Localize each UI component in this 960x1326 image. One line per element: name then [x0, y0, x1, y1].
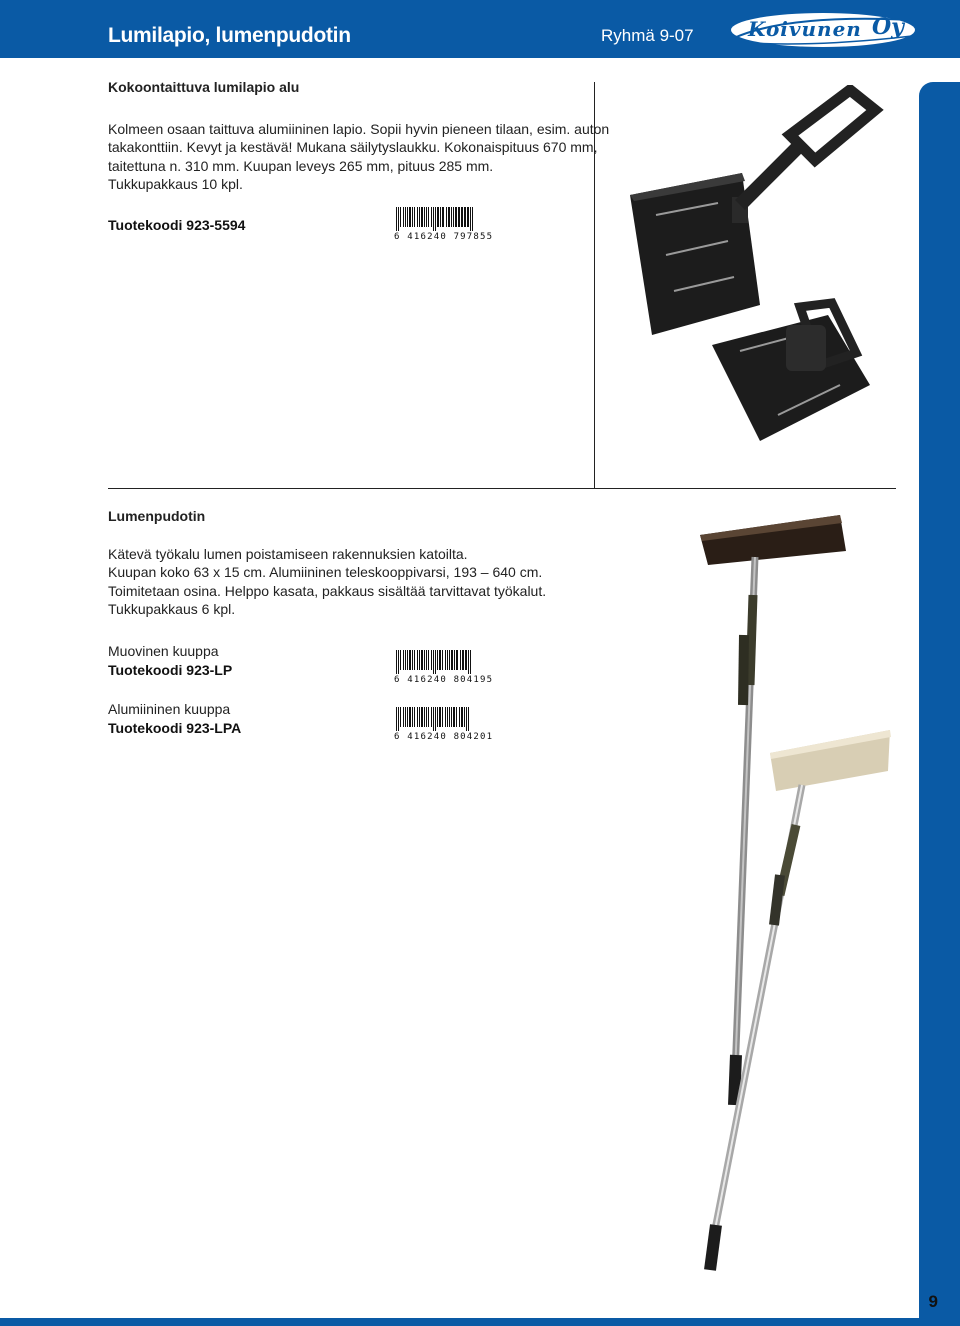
barcode	[394, 707, 494, 742]
barcode-bar	[405, 707, 406, 727]
barcode-bar	[396, 207, 397, 231]
description-line: Tukkupakkaus 10 kpl.	[108, 175, 243, 192]
barcode-bar	[400, 207, 401, 227]
variant-name: Alumiininen kuuppa	[108, 701, 231, 717]
barcode-bar	[414, 207, 415, 227]
barcode-bar	[455, 207, 457, 227]
page-title: Lumilapio, lumenpudotin	[108, 24, 351, 47]
barcode-bar	[398, 207, 399, 231]
barcode-bar	[446, 207, 447, 227]
barcode-bar	[409, 707, 411, 727]
barcode-bar	[468, 650, 469, 674]
barcode-bar	[407, 707, 408, 727]
barcode-bar	[428, 650, 429, 670]
variant-name: Muovinen kuuppa	[108, 643, 219, 659]
variant-product-code: Tuotekoodi 923-LPA	[108, 720, 242, 736]
description-line: Tukkupakkaus 6 kpl.	[108, 600, 236, 617]
barcode-bar	[449, 707, 450, 727]
barcode-bar	[407, 207, 408, 227]
barcode-bar	[400, 707, 401, 727]
barcode-bar	[442, 707, 443, 727]
barcode-bar	[412, 207, 413, 227]
barcode-bar	[431, 650, 432, 670]
barcode-bar	[403, 207, 404, 227]
barcode-bar	[451, 207, 452, 227]
barcode-bar	[409, 650, 411, 670]
barcode-digits: 6 416240 804195	[394, 675, 494, 685]
barcode-bar	[398, 707, 399, 731]
barcode-bar	[447, 707, 448, 727]
barcode-bar	[398, 650, 399, 674]
barcode-bar	[437, 650, 438, 670]
variant-product-code: Tuotekoodi 923-LP	[108, 662, 233, 678]
barcode-bar	[433, 207, 434, 231]
description-line: Toimitetaan osina. Helppo kasata, pakkaus sisältää tarvittavat työkalut.	[108, 582, 547, 599]
barcode-bar	[456, 707, 457, 727]
barcode-bar	[403, 650, 404, 670]
barcode-bar	[458, 207, 460, 227]
barcode-bar	[421, 707, 423, 727]
description-line: Kätevä työkalu lumen poistamiseen rakennuksien katoilta.	[108, 546, 468, 562]
barcode-bar	[437, 707, 438, 727]
page-header	[0, 0, 960, 58]
barcode-bar	[405, 207, 406, 227]
barcode-bar	[431, 207, 432, 227]
barcode-bar	[419, 650, 420, 670]
barcode-bar	[461, 707, 463, 727]
barcode	[394, 207, 494, 242]
barcode-bar	[472, 207, 473, 231]
barcode-bar	[424, 207, 425, 227]
page-number: 9	[928, 1292, 938, 1311]
barcode-bar	[396, 650, 397, 674]
barcode-bar	[470, 650, 471, 674]
barcode-bar	[462, 650, 464, 670]
barcode-bar	[447, 650, 448, 670]
barcode-bar	[465, 650, 467, 670]
barcode	[394, 650, 494, 685]
folding-shovel-image	[600, 85, 900, 445]
barcode-bar	[435, 650, 436, 674]
logo-oy-text: Oy	[872, 14, 904, 40]
barcode-bar	[424, 707, 425, 727]
logo-brand-text: Koivunen	[748, 17, 862, 41]
barcode-bar	[405, 650, 406, 670]
barcode-bar	[468, 707, 469, 731]
section2-description	[108, 545, 546, 618]
barcode-bar	[426, 650, 427, 670]
barcode-bar	[417, 650, 418, 670]
section1-product-code: Tuotekoodi 923-5594	[108, 217, 246, 233]
barcode-bar	[419, 207, 420, 227]
barcode-bar	[448, 207, 450, 227]
barcode-bar	[442, 650, 443, 670]
barcode-bar	[403, 707, 404, 727]
barcode-bar	[396, 707, 397, 731]
barcode-bar	[414, 650, 415, 670]
barcode-digits: 6 416240 797855	[394, 232, 494, 242]
barcode-bar	[451, 650, 453, 670]
barcode-bar	[431, 707, 432, 727]
barcode-bar	[419, 707, 420, 727]
barcode-bar	[437, 207, 439, 227]
barcode-bars	[394, 207, 490, 231]
barcode-bar	[426, 207, 427, 227]
description-line: Kolmeen osaan taittuva alumiininen lapio. Sopii hyvin pieneen tilaan, esim. auton	[108, 121, 610, 137]
barcode-bar	[407, 650, 408, 670]
barcode-bar	[417, 207, 418, 227]
barcode-bar	[454, 650, 455, 670]
description-line: taitettuna n. 310 mm. Kuupan leveys 265 mm, pituus 285 mm.	[108, 157, 494, 174]
barcode-bar	[445, 707, 446, 727]
barcode-bar	[439, 650, 441, 670]
barcode-bar	[459, 707, 460, 727]
barcode-bar	[428, 207, 429, 227]
company-logo	[728, 8, 918, 52]
barcode-bar	[460, 650, 461, 670]
barcode-bar	[426, 707, 427, 727]
barcode-bar	[440, 207, 441, 227]
barcode-bar	[453, 707, 455, 727]
barcode-bar	[433, 650, 434, 674]
barcode-bar	[400, 650, 401, 670]
barcode-bar	[451, 707, 452, 727]
barcode-bar	[442, 207, 444, 227]
barcode-bar	[467, 207, 469, 227]
barcode-bar	[439, 707, 441, 727]
horizontal-divider	[108, 488, 896, 489]
section2-heading: Lumenpudotin	[108, 508, 206, 524]
description-line: takakonttiin. Kevyt ja kestävä! Mukana säilytyslaukku. Kokonaispituus 670 mm,	[108, 139, 598, 156]
barcode-bar	[421, 650, 423, 670]
barcode-bar	[470, 207, 471, 231]
section1-description	[108, 120, 609, 193]
product-group-label: Ryhmä 9-07	[601, 26, 694, 45]
barcode-bar	[464, 207, 466, 227]
description-line: Kuupan koko 63 x 15 cm. Alumiininen teleskooppivarsi, 193 – 640 cm.	[108, 564, 543, 581]
barcode-bar	[433, 707, 434, 731]
barcode-bar	[456, 650, 458, 670]
barcode-bar	[449, 650, 450, 670]
barcode-bar	[445, 650, 446, 670]
roof-rake-image	[650, 495, 910, 1275]
barcode-bars	[394, 707, 490, 731]
barcode-bar	[461, 207, 463, 227]
barcode-bar	[428, 707, 429, 727]
barcode-bar	[435, 707, 436, 731]
barcode-bar	[424, 650, 425, 670]
barcode-bar	[466, 707, 467, 731]
barcode-bar	[453, 207, 454, 227]
barcode-bar	[417, 707, 418, 727]
barcode-bar	[409, 207, 411, 227]
barcode-bar	[421, 207, 423, 227]
barcode-bars	[394, 650, 490, 674]
bottom-bar	[0, 1318, 960, 1326]
barcode-bar	[414, 707, 415, 727]
barcode-bar	[435, 207, 436, 231]
barcode-bar	[412, 650, 413, 670]
barcode-bar	[464, 707, 465, 727]
section1-heading: Kokoontaittuva lumilapio alu	[108, 79, 300, 95]
side-tab-bar	[919, 82, 960, 1326]
barcode-bar	[412, 707, 413, 727]
barcode-digits: 6 416240 804201	[394, 732, 494, 742]
